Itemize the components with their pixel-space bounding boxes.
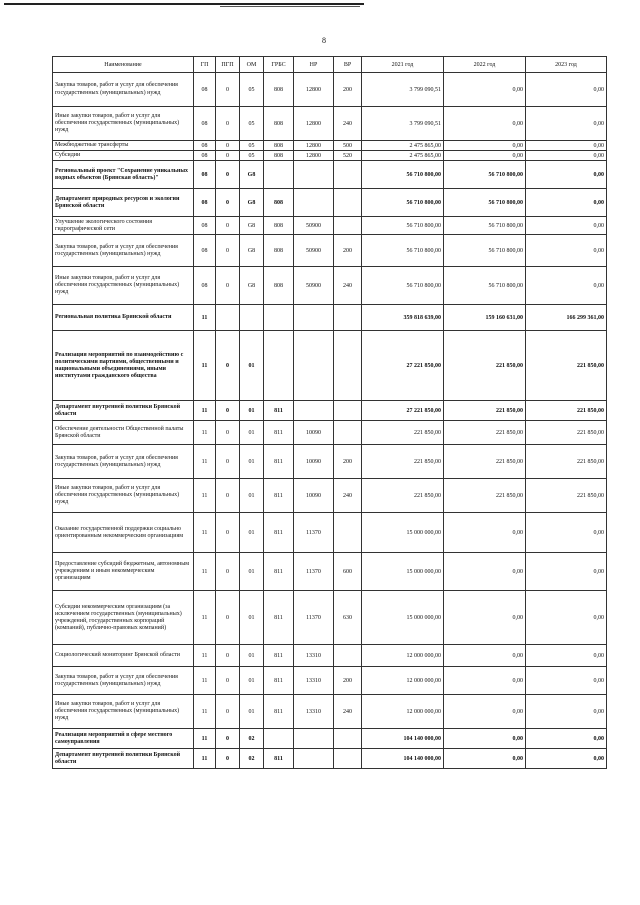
row-name-cell: Региональный проект "Сохранение уникальных водных объектов (Брянская область)": [53, 161, 194, 189]
amount-2022-cell: 221 850,00: [444, 445, 526, 479]
gp-cell: 11: [194, 695, 216, 729]
header-cell: ГРБС: [264, 57, 294, 73]
amount-2022-cell: 0,00: [444, 73, 526, 107]
pgp-cell: 0: [216, 645, 240, 667]
amount-2022-cell: 159 160 631,00: [444, 305, 526, 331]
grbs-cell: 811: [264, 553, 294, 591]
gp-cell: 08: [194, 267, 216, 305]
pgp-cell: 0: [216, 189, 240, 217]
amount-2023-cell: 0,00: [526, 151, 607, 161]
gp-cell: 11: [194, 591, 216, 645]
row-name-cell: Оказание государственной поддержки социально ориентированным некоммерческим организациям: [53, 513, 194, 553]
nr-cell: 12800: [294, 151, 334, 161]
grbs-cell: [264, 161, 294, 189]
pgp-cell: 0: [216, 331, 240, 401]
vr-cell: [334, 401, 362, 421]
amount-2022-cell: 0,00: [444, 591, 526, 645]
gp-cell: 11: [194, 331, 216, 401]
om-cell: 02: [240, 729, 264, 749]
table-row: [53, 553, 607, 591]
amount-2023-cell: 0,00: [526, 189, 607, 217]
gp-cell: 11: [194, 445, 216, 479]
nr-cell: [294, 749, 334, 769]
amount-2022-cell: 56 710 800,00: [444, 235, 526, 267]
table-row: [53, 645, 607, 667]
amount-2023-cell: 0,00: [526, 235, 607, 267]
gp-cell: 11: [194, 749, 216, 769]
amount-2021-cell: 15 000 000,00: [362, 553, 444, 591]
header-cell: 2023 год: [526, 57, 607, 73]
row-name-cell: Обеспечение деятельности Общественной палаты Брянской области: [53, 421, 194, 445]
om-cell: 01: [240, 445, 264, 479]
pgp-cell: 0: [216, 217, 240, 235]
vr-cell: [334, 729, 362, 749]
top-border-line: [4, 3, 364, 5]
row-name-cell: Департамент внутренней политики Брянской области: [53, 749, 194, 769]
gp-cell: 11: [194, 421, 216, 445]
pgp-cell: 0: [216, 729, 240, 749]
pgp-cell: 0: [216, 235, 240, 267]
gp-cell: 08: [194, 235, 216, 267]
amount-2023-cell: 0,00: [526, 161, 607, 189]
pgp-cell: 0: [216, 267, 240, 305]
grbs-cell: 811: [264, 401, 294, 421]
row-name-cell: Социологический мониторинг Брянской области: [53, 645, 194, 667]
pgp-cell: [216, 305, 240, 331]
nr-cell: 11370: [294, 553, 334, 591]
amount-2021-cell: 56 710 800,00: [362, 217, 444, 235]
gp-cell: 08: [194, 107, 216, 141]
amount-2022-cell: 221 850,00: [444, 331, 526, 401]
header-cell: ПГП: [216, 57, 240, 73]
amount-2023-cell: 0,00: [526, 513, 607, 553]
table-row: [53, 401, 607, 421]
om-cell: 01: [240, 401, 264, 421]
amount-2021-cell: 27 221 850,00: [362, 331, 444, 401]
table-row: [53, 141, 607, 151]
amount-2023-cell: 0,00: [526, 749, 607, 769]
table-row: [53, 305, 607, 331]
nr-cell: 12800: [294, 73, 334, 107]
nr-cell: 50900: [294, 267, 334, 305]
grbs-cell: 811: [264, 749, 294, 769]
pgp-cell: 0: [216, 513, 240, 553]
row-name-cell: Региональная политика Брянской области: [53, 305, 194, 331]
nr-cell: 10090: [294, 479, 334, 513]
pgp-cell: 0: [216, 591, 240, 645]
nr-cell: 11370: [294, 513, 334, 553]
grbs-cell: [264, 331, 294, 401]
gp-cell: 11: [194, 729, 216, 749]
amount-2021-cell: 56 710 800,00: [362, 161, 444, 189]
gp-cell: 11: [194, 401, 216, 421]
amount-2022-cell: 0,00: [444, 645, 526, 667]
amount-2023-cell: 221 850,00: [526, 445, 607, 479]
amount-2022-cell: 0,00: [444, 749, 526, 769]
amount-2023-cell: 221 850,00: [526, 421, 607, 445]
amount-2023-cell: 221 850,00: [526, 479, 607, 513]
pgp-cell: 0: [216, 695, 240, 729]
nr-cell: [294, 189, 334, 217]
amount-2022-cell: 0,00: [444, 151, 526, 161]
amount-2022-cell: 0,00: [444, 107, 526, 141]
table-row: [53, 217, 607, 235]
amount-2021-cell: 56 710 800,00: [362, 267, 444, 305]
vr-cell: [334, 421, 362, 445]
amount-2022-cell: 56 710 800,00: [444, 217, 526, 235]
row-name-cell: Предоставление субсидий бюджетным, автономным учреждениям и иным некоммерческим организациям: [53, 553, 194, 591]
nr-cell: 12800: [294, 107, 334, 141]
amount-2021-cell: 2 475 865,00: [362, 151, 444, 161]
pgp-cell: 0: [216, 401, 240, 421]
table-row: [53, 73, 607, 107]
om-cell: 01: [240, 479, 264, 513]
row-name-cell: Закупка товаров, работ и услуг для обеспечения государственных (муниципальных) нужд: [53, 445, 194, 479]
row-name-cell: Межбюджетные трансферты: [53, 141, 194, 151]
gp-cell: 08: [194, 151, 216, 161]
nr-cell: [294, 401, 334, 421]
grbs-cell: [264, 305, 294, 331]
nr-cell: 10090: [294, 421, 334, 445]
row-name-cell: Иные закупки товаров, работ и услуг для обеспечения государственных (муниципальных) нужд: [53, 479, 194, 513]
pgp-cell: 0: [216, 421, 240, 445]
table-row: [53, 235, 607, 267]
vr-cell: [334, 513, 362, 553]
amount-2022-cell: 221 850,00: [444, 421, 526, 445]
row-name-cell: Закупка товаров, работ и услуг для обеспечения государственных (муниципальных) нужд: [53, 667, 194, 695]
amount-2021-cell: 104 140 000,00: [362, 749, 444, 769]
nr-cell: [294, 305, 334, 331]
nr-cell: 50900: [294, 235, 334, 267]
om-cell: 01: [240, 553, 264, 591]
pgp-cell: 0: [216, 73, 240, 107]
grbs-cell: 808: [264, 189, 294, 217]
grbs-cell: 811: [264, 421, 294, 445]
header-cell: 2021 год: [362, 57, 444, 73]
nr-cell: 13310: [294, 695, 334, 729]
grbs-cell: 811: [264, 667, 294, 695]
row-name-cell: Департамент внутренней политики Брянской области: [53, 401, 194, 421]
header-cell: 2022 год: [444, 57, 526, 73]
amount-2022-cell: 0,00: [444, 729, 526, 749]
amount-2021-cell: 12 000 000,00: [362, 667, 444, 695]
gp-cell: 08: [194, 141, 216, 151]
nr-cell: [294, 729, 334, 749]
row-name-cell: Закупка товаров, работ и услуг для обеспечения государственных (муниципальных) нужд: [53, 73, 194, 107]
table-row: [53, 151, 607, 161]
pgp-cell: 0: [216, 161, 240, 189]
grbs-cell: 808: [264, 73, 294, 107]
grbs-cell: 811: [264, 445, 294, 479]
om-cell: 01: [240, 695, 264, 729]
amount-2021-cell: 56 710 800,00: [362, 189, 444, 217]
table-row: [53, 729, 607, 749]
vr-cell: [334, 161, 362, 189]
nr-cell: [294, 161, 334, 189]
row-name-cell: Улучшение экологического состояния гидрографической сети: [53, 217, 194, 235]
vr-cell: [334, 217, 362, 235]
table-row: [53, 513, 607, 553]
row-name-cell: Иные закупки товаров, работ и услуг для обеспечения государственных (муниципальных) нужд: [53, 107, 194, 141]
vr-cell: 200: [334, 445, 362, 479]
table-row: [53, 161, 607, 189]
om-cell: G8: [240, 161, 264, 189]
header-cell: Наименование: [53, 57, 194, 73]
header-cell: ОМ: [240, 57, 264, 73]
pgp-cell: 0: [216, 667, 240, 695]
page-number: 8: [322, 36, 326, 45]
amount-2023-cell: 0,00: [526, 107, 607, 141]
amount-2023-cell: 0,00: [526, 553, 607, 591]
amount-2023-cell: 0,00: [526, 267, 607, 305]
gp-cell: 11: [194, 667, 216, 695]
grbs-cell: 811: [264, 591, 294, 645]
nr-cell: 50900: [294, 217, 334, 235]
om-cell: [240, 305, 264, 331]
vr-cell: 200: [334, 235, 362, 267]
gp-cell: 08: [194, 161, 216, 189]
table-row: [53, 479, 607, 513]
amount-2021-cell: 104 140 000,00: [362, 729, 444, 749]
amount-2022-cell: 0,00: [444, 513, 526, 553]
vr-cell: 200: [334, 73, 362, 107]
vr-cell: 240: [334, 479, 362, 513]
pgp-cell: 0: [216, 151, 240, 161]
vr-cell: 630: [334, 591, 362, 645]
om-cell: G8: [240, 189, 264, 217]
amount-2022-cell: 221 850,00: [444, 401, 526, 421]
gp-cell: 08: [194, 73, 216, 107]
grbs-cell: 808: [264, 107, 294, 141]
amount-2023-cell: 0,00: [526, 217, 607, 235]
pgp-cell: 0: [216, 445, 240, 479]
grbs-cell: 808: [264, 151, 294, 161]
om-cell: G8: [240, 235, 264, 267]
table-row: [53, 331, 607, 401]
table-row: [53, 591, 607, 645]
amount-2021-cell: 3 799 090,51: [362, 73, 444, 107]
pgp-cell: 0: [216, 479, 240, 513]
nr-cell: 12800: [294, 141, 334, 151]
amount-2023-cell: 0,00: [526, 695, 607, 729]
table-header-row: [53, 57, 607, 73]
amount-2023-cell: 0,00: [526, 667, 607, 695]
table-row: [53, 695, 607, 729]
om-cell: 05: [240, 73, 264, 107]
amount-2021-cell: 2 475 865,00: [362, 141, 444, 151]
row-name-cell: Субсидии некоммерческим организациям (за исключением государственных (муниципальных) учреждений, государственных корпораций (компаний), публично-правовых компаний): [53, 591, 194, 645]
grbs-cell: 811: [264, 645, 294, 667]
table-row: [53, 189, 607, 217]
pgp-cell: 0: [216, 107, 240, 141]
amount-2021-cell: 221 850,00: [362, 421, 444, 445]
row-name-cell: Реализация мероприятий в сфере местного самоуправления: [53, 729, 194, 749]
header-cell: ВР: [334, 57, 362, 73]
amount-2023-cell: 221 850,00: [526, 401, 607, 421]
amount-2021-cell: 221 850,00: [362, 479, 444, 513]
amount-2021-cell: 15 000 000,00: [362, 591, 444, 645]
table-row: [53, 107, 607, 141]
vr-cell: [334, 645, 362, 667]
nr-cell: 10090: [294, 445, 334, 479]
amount-2022-cell: 56 710 800,00: [444, 189, 526, 217]
grbs-cell: 808: [264, 217, 294, 235]
vr-cell: 240: [334, 695, 362, 729]
om-cell: G8: [240, 217, 264, 235]
grbs-cell: 811: [264, 513, 294, 553]
vr-cell: [334, 305, 362, 331]
amount-2023-cell: 221 850,00: [526, 331, 607, 401]
row-name-cell: Иные закупки товаров, работ и услуг для обеспечения государственных (муниципальных) нужд: [53, 267, 194, 305]
om-cell: 01: [240, 667, 264, 695]
amount-2023-cell: 0,00: [526, 591, 607, 645]
amount-2023-cell: 0,00: [526, 73, 607, 107]
gp-cell: 08: [194, 217, 216, 235]
grbs-cell: [264, 729, 294, 749]
row-name-cell: Иные закупки товаров, работ и услуг для обеспечения государственных (муниципальных) нужд: [53, 695, 194, 729]
amount-2022-cell: 56 710 800,00: [444, 267, 526, 305]
amount-2023-cell: 166 299 361,00: [526, 305, 607, 331]
amount-2021-cell: 27 221 850,00: [362, 401, 444, 421]
vr-cell: 600: [334, 553, 362, 591]
gp-cell: 11: [194, 513, 216, 553]
vr-cell: 240: [334, 267, 362, 305]
amount-2021-cell: 56 710 800,00: [362, 235, 444, 267]
om-cell: 05: [240, 141, 264, 151]
vr-cell: 200: [334, 667, 362, 695]
table-row: [53, 445, 607, 479]
gp-cell: 11: [194, 645, 216, 667]
amount-2023-cell: 0,00: [526, 645, 607, 667]
amount-2022-cell: 56 710 800,00: [444, 161, 526, 189]
table-row: [53, 421, 607, 445]
om-cell: 05: [240, 151, 264, 161]
amount-2021-cell: 12 000 000,00: [362, 645, 444, 667]
nr-cell: 13310: [294, 645, 334, 667]
vr-cell: [334, 189, 362, 217]
om-cell: 01: [240, 645, 264, 667]
om-cell: 05: [240, 107, 264, 141]
row-name-cell: Реализация мероприятий по взаимодействию с политическими партиями, общественными и национальными объединениями, иными институтами гражданского общества: [53, 331, 194, 401]
table-row: [53, 267, 607, 305]
header-cell: ГП: [194, 57, 216, 73]
pgp-cell: 0: [216, 553, 240, 591]
om-cell: 02: [240, 749, 264, 769]
vr-cell: [334, 749, 362, 769]
pgp-cell: 0: [216, 141, 240, 151]
amount-2021-cell: 359 818 639,00: [362, 305, 444, 331]
amount-2022-cell: 0,00: [444, 141, 526, 151]
gp-cell: 08: [194, 189, 216, 217]
om-cell: G8: [240, 267, 264, 305]
top-border-line-secondary: [220, 6, 360, 7]
gp-cell: 11: [194, 553, 216, 591]
grbs-cell: 811: [264, 479, 294, 513]
row-name-cell: Закупка товаров, работ и услуг для обеспечения государственных (муниципальных) нужд: [53, 235, 194, 267]
gp-cell: 11: [194, 479, 216, 513]
pgp-cell: 0: [216, 749, 240, 769]
grbs-cell: 808: [264, 141, 294, 151]
table-body: [53, 73, 607, 769]
amount-2021-cell: 221 850,00: [362, 445, 444, 479]
grbs-cell: 808: [264, 235, 294, 267]
amount-2022-cell: 221 850,00: [444, 479, 526, 513]
amount-2021-cell: 3 799 090,51: [362, 107, 444, 141]
amount-2023-cell: 0,00: [526, 141, 607, 151]
table-row: [53, 667, 607, 695]
amount-2021-cell: 15 000 000,00: [362, 513, 444, 553]
nr-cell: [294, 331, 334, 401]
budget-table: [52, 56, 607, 769]
vr-cell: 240: [334, 107, 362, 141]
vr-cell: 500: [334, 141, 362, 151]
amount-2023-cell: 0,00: [526, 729, 607, 749]
nr-cell: 13310: [294, 667, 334, 695]
table-row: [53, 749, 607, 769]
om-cell: 01: [240, 513, 264, 553]
om-cell: 01: [240, 331, 264, 401]
amount-2021-cell: 12 000 000,00: [362, 695, 444, 729]
amount-2022-cell: 0,00: [444, 553, 526, 591]
grbs-cell: 811: [264, 695, 294, 729]
vr-cell: [334, 331, 362, 401]
om-cell: 01: [240, 591, 264, 645]
gp-cell: 11: [194, 305, 216, 331]
amount-2022-cell: 0,00: [444, 667, 526, 695]
amount-2022-cell: 0,00: [444, 695, 526, 729]
row-name-cell: Субсидии: [53, 151, 194, 161]
nr-cell: 11370: [294, 591, 334, 645]
row-name-cell: Департамент природных ресурсов и экологии Брянской области: [53, 189, 194, 217]
om-cell: 01: [240, 421, 264, 445]
vr-cell: 520: [334, 151, 362, 161]
grbs-cell: 808: [264, 267, 294, 305]
header-cell: НР: [294, 57, 334, 73]
